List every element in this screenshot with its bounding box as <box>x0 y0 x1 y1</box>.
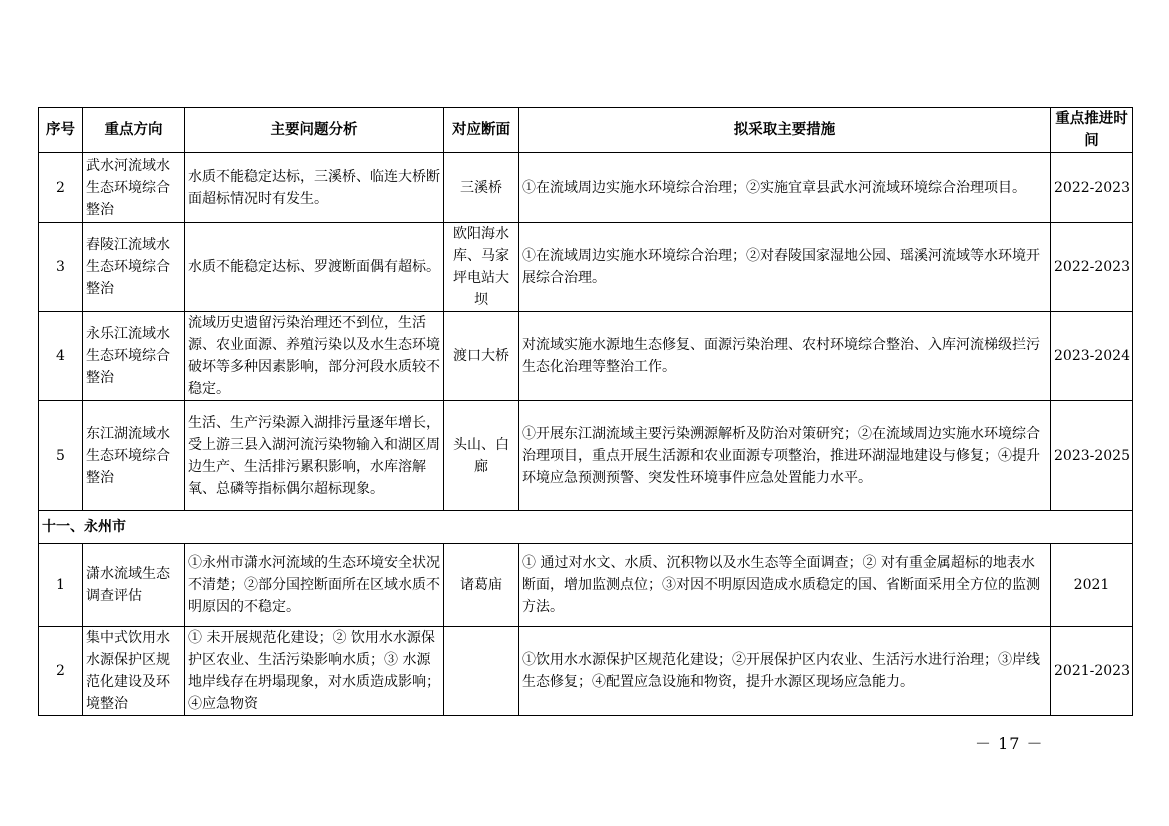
row-problem: ①永州市潇水河流域的生态环境安全状况不清楚；②部分国控断面所在区域水质不明原因的不稳定。 <box>185 544 444 627</box>
row-time: 2022-2023 <box>1051 153 1133 223</box>
row-time: 2022-2023 <box>1051 223 1133 312</box>
row-direction: 舂陵江流域水生态环境综合整治 <box>83 223 185 312</box>
row-section: 欧阳海水库、马家坪电站大坝 <box>444 223 519 312</box>
row-no: 3 <box>39 223 83 312</box>
header-no: 序号 <box>39 108 83 153</box>
row-time: 2023-2024 <box>1051 312 1133 401</box>
header-time: 重点推进时间 <box>1051 108 1133 153</box>
row-section <box>444 627 519 716</box>
row-no: 4 <box>39 312 83 401</box>
row-measures: ① 通过对水文、水质、沉积物以及水生态等全面调查；② 对有重金属超标的地表水断面，增加监测点位；③对因不明原因造成水质稳定的国、省断面采用全方位的监测方法。 <box>519 544 1051 627</box>
row-problem: 生活、生产污染源入湖排污量逐年增长，受上游三县入湖河流污染物输入和湖区周边生产、生活排污累积影响，水库溶解氧、总磷等指标偶尔超标现象。 <box>185 401 444 511</box>
row-measures: ①饮用水水源保护区规范化建设；②开展保护区内农业、生活污水进行治理；③岸线生态修复；④配置应急设施和物资，提升水源区现场应急能力。 <box>519 627 1051 716</box>
row-problem: 流域历史遗留污染治理还不到位，生活源、农业面源、养殖污染以及水生态环境破坏等多种因素影响，部分河段水质较不稳定。 <box>185 312 444 401</box>
row-section: 头山、白廊 <box>444 401 519 511</box>
row-direction: 潇水流域生态调查评估 <box>83 544 185 627</box>
header-measures: 拟采取主要措施 <box>519 108 1051 153</box>
section-title: 十一、永州市 <box>39 511 1133 544</box>
table-row <box>39 627 1133 716</box>
header-section: 对应断面 <box>444 108 519 153</box>
row-section: 诸葛庙 <box>444 544 519 627</box>
table-header-row <box>39 108 1133 153</box>
row-problem: 水质不能稳定达标，三溪桥、临连大桥断面超标情况时有发生。 <box>185 153 444 223</box>
header-direction: 重点方向 <box>83 108 185 153</box>
table-row <box>39 312 1133 401</box>
row-no: 1 <box>39 544 83 627</box>
row-measures: ①在流域周边实施水环境综合治理；②对舂陵国家湿地公园、瑶溪河流域等水环境开展综合治理。 <box>519 223 1051 312</box>
row-problem: ① 未开展规范化建设；② 饮用水水源保护区农业、生活污染影响水质；③ 水源地岸线存在坍塌现象，对水质造成影响；④应急物资 <box>185 627 444 716</box>
row-no: 5 <box>39 401 83 511</box>
row-no: 2 <box>39 153 83 223</box>
table-row <box>39 153 1133 223</box>
row-direction: 武水河流域水生态环境综合整治 <box>83 153 185 223</box>
row-time: 2023-2025 <box>1051 401 1133 511</box>
measures-table <box>38 107 1133 716</box>
row-time: 2021 <box>1051 544 1133 627</box>
row-direction: 永乐江流域水生态环境综合整治 <box>83 312 185 401</box>
page-number: － 17 － <box>975 734 1044 753</box>
row-section: 渡口大桥 <box>444 312 519 401</box>
row-direction: 集中式饮用水水源保护区规范化建设及环境整治 <box>83 627 185 716</box>
row-problem: 水质不能稳定达标、罗渡断面偶有超标。 <box>185 223 444 312</box>
row-time: 2021-2023 <box>1051 627 1133 716</box>
section-header-row <box>39 511 1133 544</box>
row-measures: ①在流域周边实施水环境综合治理；②实施宜章县武水河流域环境综合治理项目。 <box>519 153 1051 223</box>
table-row <box>39 401 1133 511</box>
table-row <box>39 223 1133 312</box>
row-measures: ①开展东江湖流域主要污染溯源解析及防治对策研究；②在流域周边实施水环境综合治理项目，重点开展生活源和农业面源专项整治，推进环湖湿地建设与修复；④提升环境应急预测预警、突发性环境事件应急处置能力水平。 <box>519 401 1051 511</box>
row-section: 三溪桥 <box>444 153 519 223</box>
table-row <box>39 544 1133 627</box>
row-measures: 对流域实施水源地生态修复、面源污染治理、农村环境综合整治、入库河流梯级拦污生态化治理等整治工作。 <box>519 312 1051 401</box>
row-direction: 东江湖流域水生态环境综合整治 <box>83 401 185 511</box>
header-problem: 主要问题分析 <box>185 108 444 153</box>
row-no: 2 <box>39 627 83 716</box>
